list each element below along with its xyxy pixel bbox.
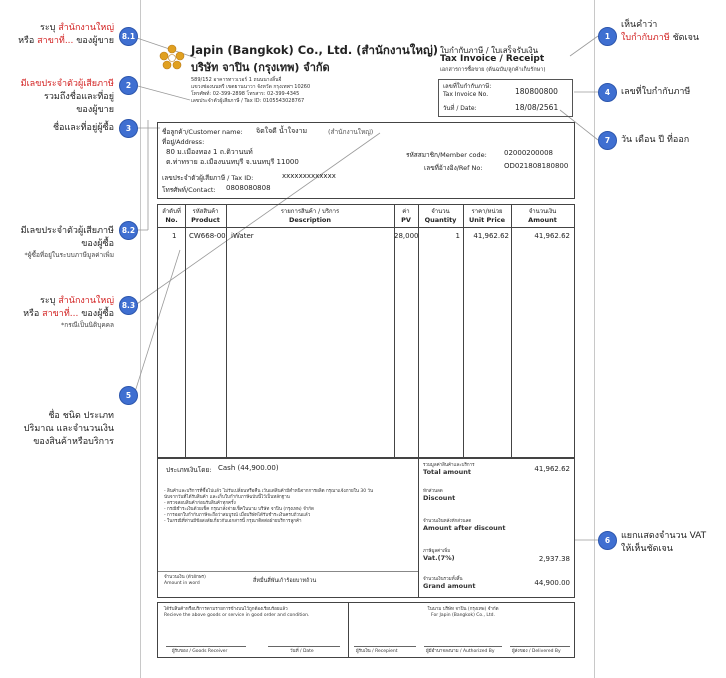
customer-contact-value: 0808080808 [226, 184, 271, 192]
badge-3: 3 [119, 119, 138, 138]
badge-4: 4 [598, 83, 617, 102]
annotation-buyer-taxid: มีเลขประจำตัวผู้เสียภาษี ของผู้ซื้อ *ผู้ซื้อที่อยู่ในระบบภาษีมูลค่าเพิ่ม [20, 226, 114, 259]
customer-address-label: ที่อยู่/Address: [162, 138, 205, 146]
badge-6: 6 [598, 531, 617, 550]
customer-box [157, 122, 575, 199]
col-header-pv: ค่า PV [401, 208, 411, 224]
customer-name-value: จิตใจดี น้ำใจงาม [256, 127, 308, 135]
col-header-description: รายการสินค้า / บริการ Description [280, 208, 340, 224]
signature-line [166, 646, 246, 647]
company-signature-heading: ในนาม บริษัท จาปิน (กรุงเทพ) จำกัด For Japin (Bangkok) Co., Ltd. [427, 607, 499, 618]
total-amount-label: รวมมูลค่าสินค้าและบริการ Total amount [423, 463, 475, 476]
row-quantity: 1 [455, 232, 460, 240]
invoice-number-box [438, 79, 573, 117]
delivered-label: ผู้ส่งของ / Delivered By [512, 649, 561, 654]
payment-terms: - สินค้าและบริการที่ซื้อไปแล้ว ไม่รับเปลี่ยนหรือคืน เว้นแต่สินค้ามีตำหนิจากการผลิต กรุณาแจ้งภายใน 30 วัน นับจากวันที่ได้รับสินค้า และเก็บใบกำกับภาษีฉบับนี้ไว้เป็นหลักฐาน - ตรวจสอบสินค้าก่อนรับสินค้าทุกครั้ง - กรณีชำระเงินด้วยเช็ค กรุณาสั่งจ่ายเช็คในนาม บริษัท จาปิน (กรุงเทพ) จำกัด - การออกใบกำกับภาษีจะถือว่าสมบูรณ์ เมื่อบริษัทได้รับชำระเงินครบถ้วนแล้ว - ในกรณีที่ท่านมีข้อสงสัยเกี่ยวกับเอกสารนี้ กรุณาติดต่อฝ่ายบริการลูกค้า [164, 489, 374, 524]
annotation-seller-branch: ระบุ สำนักงานใหญ่ หรือ สาขาที่... ของผู้ขาย [18, 23, 114, 46]
company-taxid: เลขประจำตัวผู้เสียภาษี / Tax ID: 0105543028767 [191, 98, 305, 104]
annotation-tax-invoice-word: เห็นคำว่า ใบกำกับภาษี ชัดเจน [621, 20, 700, 43]
badge-8-1: 8.1 [119, 27, 138, 46]
payment-method-label: ประเภทเงินโดย: [166, 466, 212, 474]
member-code-value: 02000200008 [504, 149, 553, 157]
annotation-vat: แยกแสดงจำนวน VAT ให้เห็นชัดเจน [621, 531, 707, 554]
company-phone: โทรศัพท์: 02-399-2898 โทรสาร: 02-399-4345 [191, 91, 300, 97]
signature-line [424, 646, 502, 647]
col-divider [394, 205, 395, 457]
row-unit-price: 41,962.62 [473, 232, 509, 240]
customer-address-2: ต.ท่าทราย อ.เมืองนนทบุรี จ.นนทบุรี 11000 [166, 158, 299, 166]
amount-in-words-label: จำนวนเงิน (ตัวอักษร) Amount in word [164, 575, 206, 586]
vat-label: ภาษีมูลค่าเพิ่ม Vat.(7%) [423, 549, 455, 562]
invoice-no-label-en: Tax Invoice No. [443, 91, 489, 98]
col-divider [463, 205, 464, 457]
company-address-1: 589/152 อาคารทาวเวอร์ 1 ถนนนางลิ้นจี่ [191, 77, 282, 83]
badge-5: 5 [119, 386, 138, 405]
col-header-product: รหัสสินค้า Product [191, 208, 220, 224]
discount-label: หักส่วนลด Discount [423, 489, 456, 502]
date-label: วันที่ / Date: [443, 105, 477, 112]
signature-box [157, 602, 575, 658]
customer-branch: (สำนักงานใหญ่) [328, 128, 374, 136]
recipient-label: ผู้รับเงิน / Recepient [356, 649, 398, 654]
ref-no-value: OD021808180800 [504, 162, 569, 170]
payment-method-value: Cash (44,900.00) [218, 464, 279, 472]
customer-taxid-value: xxxxxxxxxxxxx [282, 172, 336, 180]
annotation-invoice-number: เลขที่ใบกำกับภาษี [621, 87, 691, 97]
col-header-amount: จำนวนเงิน Amount [528, 208, 557, 224]
doc-title-th: ใบกำกับภาษี / ใบเสร็จรับเงิน [440, 46, 539, 55]
col-divider [418, 205, 419, 457]
badge-8-2: 8.2 [119, 221, 138, 240]
annotation-goods-details: ชื่อ ชนิด ประเภท ปริมาณ และจำนวนเงิน ของสินค้าหรือบริการ [23, 411, 114, 447]
signature-line [354, 646, 416, 647]
badge-1: 1 [598, 27, 617, 46]
signature-line [268, 646, 340, 647]
annotation-buyer-branch: ระบุ สำนักงานใหญ่ หรือ สาขาที่... ของผู้ซื้อ *กรณีเป็นนิติบุคคล [23, 296, 114, 329]
row-no: 1 [172, 232, 177, 240]
invoice-no-label-th: เลขที่ใบกำกับภาษี: [443, 83, 492, 90]
company-name-th: บริษัท จาปิน (กรุงเทพ) จำกัด [191, 61, 330, 74]
company-logo [159, 44, 185, 70]
col-header-no: ลำดับที่ No. [162, 208, 181, 224]
row-pv: 28,000 [394, 232, 419, 240]
after-discount-label: จำนวนเงินหลังหักส่วนลด Amount after discount [423, 519, 506, 532]
col-divider [226, 205, 227, 457]
doc-subtitle: เอกสารการซื้อขาย (ต้นฉบับ/ลูกค้าเก็บรักษา) [440, 67, 546, 73]
annotation-seller-taxid: มีเลขประจำตัวผู้เสียภาษี รวมถึงชื่อและที่อยู่ ของผู้ขาย [20, 79, 114, 115]
row-amount: 41,962.62 [534, 232, 570, 240]
member-code-label: รหัสสมาชิก/Member code: [406, 151, 487, 159]
badge-7: 7 [598, 131, 617, 150]
col-header-quantity: จำนวน Quantity [424, 208, 457, 224]
badge-8-3: 8.3 [119, 296, 138, 315]
receiver-date-label: วันที่ / Date [290, 649, 314, 654]
date-value: 18/08/2561 [515, 103, 559, 112]
row-description: iWater [231, 232, 254, 240]
invoice-no-value: 180800800 [515, 87, 558, 96]
words-divider [158, 571, 418, 572]
customer-taxid-label: เลขประจำตัวผู้เสียภาษี / Tax ID: [162, 174, 254, 182]
signature-divider [348, 603, 349, 657]
customer-name-label: ชื่อลูกค้า/Customer name: [162, 128, 243, 136]
company-name-en: Japin (Bangkok) Co., Ltd. (สำนักงานใหญ่) [191, 43, 439, 57]
amount-in-words-value: สี่หมื่นสี่พันเก้าร้อยบาทถ้วน [253, 578, 317, 584]
totals-divider [418, 459, 419, 597]
payment-totals-box [157, 458, 575, 598]
row-product: CW668-00 [189, 232, 226, 240]
grand-amount-label: จำนวนเงินรวมทั้งสิ้น Grand amount [423, 577, 476, 590]
tax-invoice-document [157, 22, 575, 662]
customer-address-1: 80 ม.เมืองทอง 1 ถ.ติวานนท์ [166, 148, 253, 156]
goods-receiver-label: ผู้รับของ / Goods Receiver [172, 649, 228, 654]
vat-value: 2,937.38 [538, 555, 570, 563]
doc-title-en: Tax Invoice / Receipt [440, 54, 545, 64]
receipt-confirmation: ได้รับสินค้าหรือบริการตามรายการข้างบนไว้ถูกต้องเรียบร้อยแล้ว Recieve the above goods or service in good order and condition. [164, 607, 310, 618]
company-address-2: แขวงช่องนนทรี เขตยานนาวา จังหวัด กรุงเทพฯ 10260 [191, 84, 311, 90]
badge-2: 2 [119, 76, 138, 95]
items-table [157, 204, 575, 458]
total-amount-value: 41,962.62 [534, 465, 570, 473]
signature-line [510, 646, 570, 647]
col-divider [185, 205, 186, 457]
authorized-label: ผู้มีอำนาจลงนาม / Authorized By [426, 649, 495, 654]
grand-amount-value: 44,900.00 [534, 579, 570, 587]
annotation-issue-date: วัน เดือน ปี ที่ออก [621, 135, 690, 145]
col-divider [511, 205, 512, 457]
ref-no-label: เลขที่อ้างอิง/Ref No: [424, 164, 483, 172]
customer-contact-label: โทรศัพท์/Contact: [162, 186, 216, 194]
col-header-unit-price: ราคา/หน่วย Unit Price [469, 208, 505, 224]
annotation-buyer-name-address: ชื่อและที่อยู่ผู้ซื้อ [52, 123, 114, 133]
